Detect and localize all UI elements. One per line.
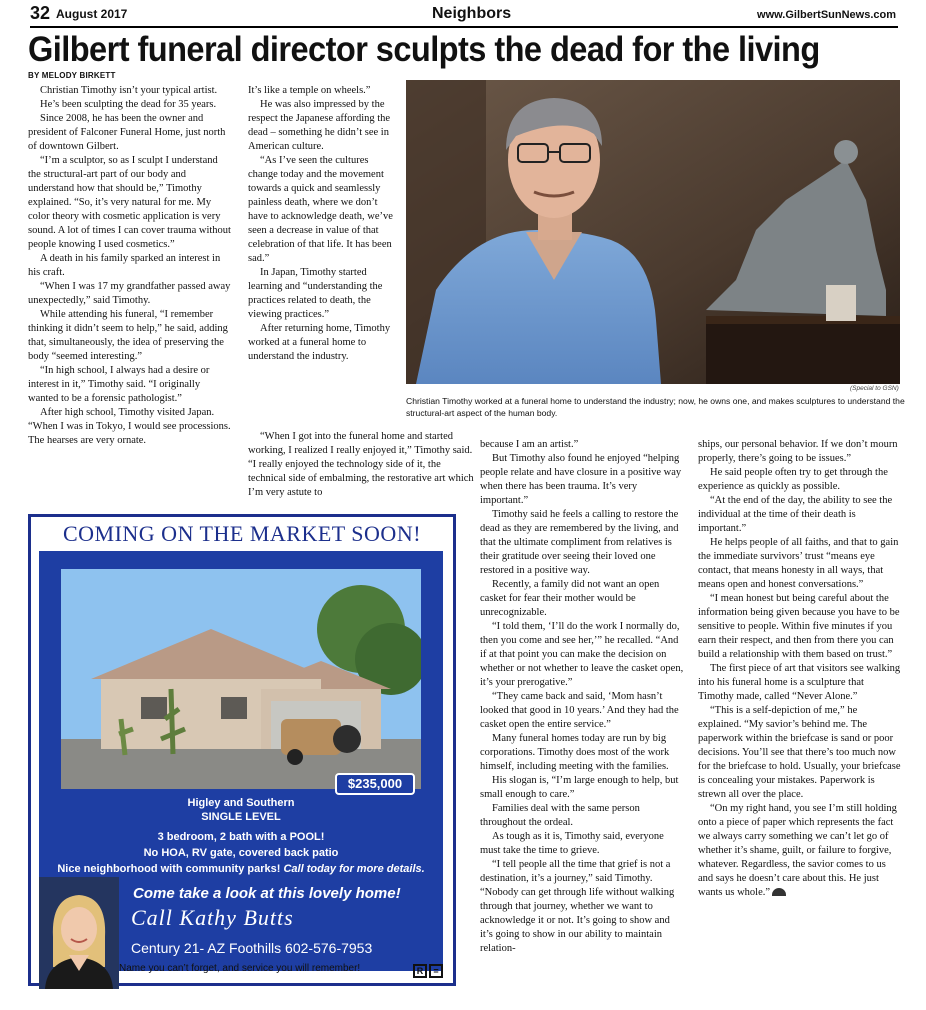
paragraph: While attending his funeral, “I remember thinking it didn’t seem to help,” he said, adding that, simultaneously, the idea of preserving the body “seemed interesting.”: [28, 309, 228, 362]
paragraph: ships, our personal behavior. If we don’t mourn properly, there’s going to be issues.”: [698, 439, 898, 464]
site-url[interactable]: www.GilbertSunNews.com: [757, 9, 896, 21]
real-estate-ad[interactable]: [28, 514, 456, 986]
ad-neighborhood-text: Nice neighborhood with community parks!: [57, 863, 281, 875]
paragraph: “This is a self-depiction of me,” he explained. “My savior’s behind me. The paperwork within the briefcase is sand or poor decisions. You’ll see that there’s too much now for the briefcase to hold. Usually, your briefcase is concealing your mistakes. Paperwork is strewn all over the place.: [698, 705, 901, 800]
ad-panel: [39, 551, 443, 971]
paragraph: “I’m a sculptor, so as I sculpt I understand the structural-art part of our body and understand how that should be,” Timothy explained. “So, it’s very natural for me. My color theory with cosmetic application is very sound. A lot of times I can cover trauma without people knowing I used cosmetics.”: [28, 155, 231, 250]
issue-date: August 2017: [56, 7, 128, 21]
paragraph-text: “On my right hand, you see I’m still holding onto a piece of paper which represents the fact we always carry something we can’t let go of whether it’s shame, guilt, or failure to forgive, whatever. Regardless, the savior comes to us and says he doesn’t care about this. He just wants us whole.”: [698, 803, 897, 898]
house-illustration: [61, 569, 421, 789]
article-column-2-continued: [248, 430, 476, 500]
paragraph: Christian Timothy isn’t your typical artist.: [40, 85, 218, 96]
paragraph: “I tell people all the time that grief is not a destination, it’s a journey,” said Timothy. “Nobody can get through life without walking through that journey, whether we want to acknowledge it or not. It’s going to show and it’s going to show in our ability to maintain relation-: [480, 859, 675, 954]
realtor-icon: R: [413, 964, 427, 978]
price-badge: $235,000: [335, 773, 415, 795]
ad-cta-details: Call today for more details.: [283, 863, 425, 875]
article-column-4: [698, 438, 902, 900]
paragraph: In Japan, Timothy started learning and “understanding the practices related to death, the viewing practices.”: [248, 267, 383, 320]
paragraph: “As I’ve seen the cultures change today and the movement towards a quick and seamlessly painless death, where we don’t have to acknowledge death, we’ve seen a decrease in value of that celebration of that life. It has been sad.”: [248, 155, 393, 264]
paragraph: After high school, Timothy visited Japan. “When I was in Tokyo, I would see processions. The hearses are very ornate.: [28, 407, 231, 446]
paragraph: Many funeral homes today are run by big corporations. Timothy does most of the work himself, including meeting with the families.: [480, 733, 670, 772]
article-photo: [406, 80, 900, 384]
paragraph: “When I got into the funeral home and started working, I realized I really enjoyed it,” Timothy said. “I really enjoyed the technology side of it, the technical side of embalming, the restorative art which I’m very astute to: [248, 431, 474, 498]
headline: Gilbert funeral director sculpts the dead for the living: [28, 30, 820, 69]
paragraph: As tough as it is, Timothy said, everyone must take the time to grieve.: [480, 831, 664, 856]
ad-cta: Come take a look at this lovely home!: [133, 885, 401, 902]
page-header: [0, 0, 926, 30]
agent-name: Call Kathy Butts: [131, 905, 294, 930]
byline: BY MELODY BIRKETT: [28, 71, 116, 80]
agent-photo: [39, 877, 119, 989]
paragraph: “When I was 17 my grandfather passed away unexpectedly,” said Timothy.: [28, 281, 231, 306]
paragraph: He helps people of all faiths, and that to gain the immediate survivors’ trust “means eye contact, that means honesty in all ways, that means open and honest conversations.”: [698, 537, 899, 590]
paragraph: He was also impressed by the respect the Japanese affording the dead – something he didn’t see in American culture.: [248, 99, 391, 152]
paragraph: But Timothy also found he enjoyed “helping people relate and have closure in a positive way when there has been trauma. It’s very important.”: [480, 453, 682, 506]
paragraph: “I told them, ‘I’ll do the work I normally do, then you come and see her,’” he recalled. “And if at that point you can make the decision on whether or not whether to leave the casket open, it’s your prerogative.”: [480, 621, 684, 688]
paragraph: He said people often try to get through the experience as quickly as possible.: [698, 467, 888, 492]
paragraph: The first piece of art that visitors see walking into his funeral home is a sculpture that Timothy made, called “Never Alone.”: [698, 663, 901, 702]
section-name: Neighbors: [432, 5, 512, 22]
equal-housing-icon: =: [429, 964, 443, 978]
paragraph: “At the end of the day, the ability to see the individual at the time of their death is important.”: [698, 495, 893, 534]
paragraph: “They came back and said, ‘Mom hasn’t looked that good in 10 years.’ And they had the casket open the entire service.”: [480, 691, 679, 730]
paragraph: [698, 802, 902, 900]
paragraph: “I mean honest but being careful about the information being given because you have to be sensitive to people. Within five minutes if you earn their respect, and then from there you can build a relationship with them based on trust.”: [698, 593, 900, 660]
paragraph: His slogan is, “I’m large enough to help, but small enough to care.”: [480, 775, 679, 800]
ad-amenities: No HOA, RV gate, covered back patio: [143, 847, 339, 859]
ad-home-type: SINGLE LEVEL: [201, 811, 281, 823]
header-rule: [30, 26, 898, 28]
paragraph: because I am an artist.”: [480, 439, 579, 450]
paragraph: After returning home, Timothy worked at a funeral home to understand the industry.: [248, 323, 391, 362]
paragraph: “In high school, I always had a desire or interest in it,” Timothy said. “I originally wanted to be a forensic pathologist.”: [28, 365, 210, 404]
paragraph: A death in his family sparked an interest in his craft.: [28, 253, 221, 278]
photo-credit: (Special to GSN): [850, 385, 899, 392]
end-mark-icon: [772, 888, 786, 896]
ad-slogan: Name you can’t forget, and service you will remember!: [119, 963, 361, 974]
house-photo: [61, 569, 421, 789]
paragraph: Since 2008, he has been the owner and president of Falconer Funeral Home, just north of downtown Gilbert.: [28, 113, 226, 152]
page-number: 32: [30, 3, 51, 23]
ad-neighborhood: [39, 863, 443, 875]
agent-illustration: [39, 877, 119, 989]
article-column-3: [480, 438, 684, 956]
paragraph: Families deal with the same person throughout the ordeal.: [480, 803, 640, 828]
photo-caption: Christian Timothy worked at a funeral home to understand the industry; now, he owns one, and makes sculptures to understand the structural-art aspect of the human body.: [406, 396, 905, 418]
agent-phone[interactable]: Century 21- AZ Foothills 602-576-7953: [131, 940, 373, 956]
article-column-2: [248, 84, 398, 364]
ad-features: 3 bedroom, 2 bath with a POOL!: [157, 831, 325, 843]
ad-location: Higley and Southern: [187, 797, 295, 809]
portrait-illustration: [406, 80, 900, 384]
paragraph: Recently, a family did not want an open casket for fear their mother would be unrecognizable.: [480, 579, 660, 618]
ad-title: COMING ON THE MARKET SOON!: [62, 521, 422, 546]
paragraph: Timothy said he feels a calling to restore the dead as they are remembered by the living, and that the ultimate compliment from relatives is their gratitude over seeing their loved one restored in a positive way.: [480, 509, 679, 576]
paragraph: It’s like a temple on wheels.”: [248, 85, 371, 96]
ad-logos: [411, 961, 443, 979]
article-column-1: [28, 84, 233, 448]
paragraph: He’s been sculpting the dead for 35 years.: [40, 99, 217, 110]
